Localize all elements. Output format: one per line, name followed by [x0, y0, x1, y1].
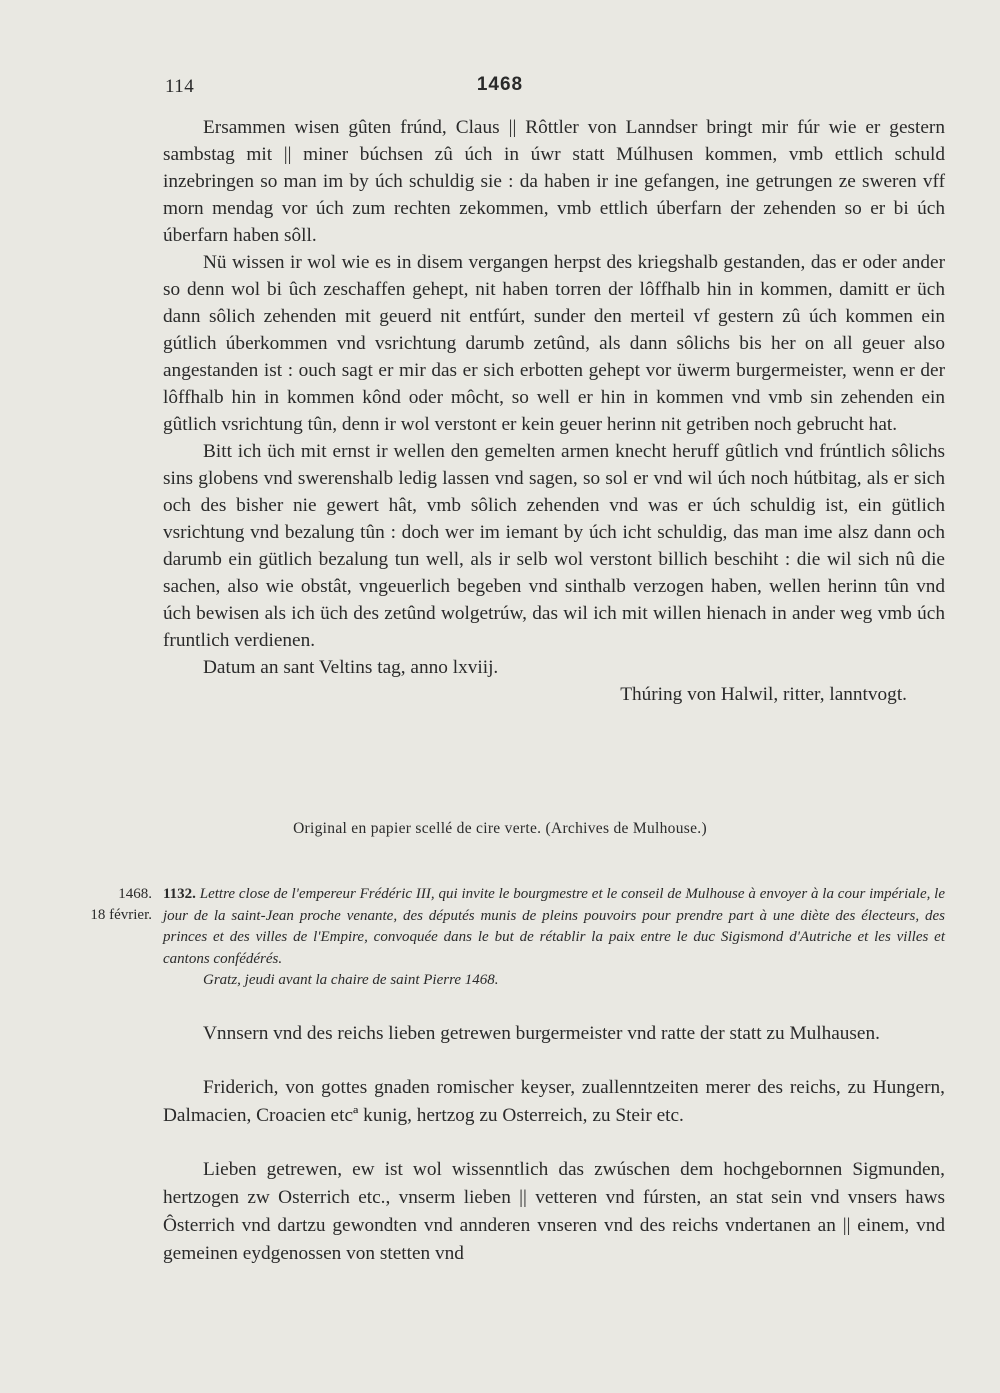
page-year-heading: 1468	[476, 74, 524, 95]
entry-summary: Lettre close de l'empereur Frédéric III, qui invite le bourgmestre et le conseil de Mulhouse à envoyer à la cour impériale, le jour de la saint-Jean proche venante, des députés munis de pleins pouvoirs pour prendre part à une diète des électeurs, des princes et des villes de l'Empire, convoquée dans le but de rétablir la paix entre le duc Sigismond d'Autriche et les villes et cantons confédérés.	[163, 886, 946, 967]
page-number: 114	[165, 76, 195, 97]
letter-signature: Thúring von Halwil, ritter, lanntvogt.	[620, 684, 907, 705]
letter-paragraph: Friderich, von gottes gnaden romischer keyser, zuallenntzeiten merer des reichs, zu Hungern, Dalmacien, Croacien etcª kunig, hertzog zu Osterreich, zu Steir etc.	[163, 1077, 945, 1126]
letter-paragraph: Vnnsern vnd des reichs lieben getrewen burgermeister vnd ratte der statt zu Mulhausen.	[203, 1023, 880, 1044]
letter-paragraph: Ersammen wisen gûten frúnd, Claus || Rôttler von Lanndser bringt mir fúr wie er gestern sambstag mit || miner búchsen zû úch in úwr statt Múlhusen kommen, vmb ettlich schuld inzebringen so man im by úch schuldig sie : da haben ir ine gefangen, ine getrungen ze sweren vff morn mendag vor úch zum rechten zekommen, vmb ettlich úberfarn der zehenden so er bi úch úberfarn haben sôll.	[163, 117, 945, 246]
margin-date	[86, 884, 152, 926]
letter-datum: Datum an sant Veltins tag, anno lxviij.	[203, 657, 499, 678]
entry-number: 1132.	[163, 886, 196, 902]
second-letter-body	[163, 1020, 945, 1294]
letter-body	[163, 114, 945, 708]
letter-paragraph: Nü wissen ir wol wie es in disem vergangen herpst des kriegshalb gestanden, das er oder ander so denn wol bi ûch zeschaffen gehept, nit haben torren der lôffhalb hin in kommen, damitt er üch dann sôlich zehenden mit geuerd nit entfúrt, sunder den merteil vf gestern zû úch kommen ein gútlich úberkommen vnd vsrichtung darumb zetûnd, als dann sôlichs bis her on all geuer also angestanden ist : ouch sagt er mir das er sich erbotten gehept vor üwerm burgermeister, wenn er der lôffhalb hin in kommen kônd oder môcht, so well er hin in kommen vnd vmb sin zehenden ein gûtlich vsrichtung tûn, denn ir wol verstont er kein geuer herinn nit getriben noch gebrucht hat.	[163, 252, 945, 435]
margin-day: 18 février.	[90, 907, 152, 923]
source-note: Original en papier scellé de cire verte. (Archives de Mulhouse.)	[293, 820, 707, 837]
margin-year: 1468.	[118, 886, 152, 902]
entry-regest	[163, 884, 945, 992]
letter-paragraph: Bitt ich üch mit ernst ir wellen den gemelten armen knecht heruff gûtlich vnd frúntlich sôlichs sins globens vnd swerenshalb ledig lassen vnd sagen, so sol er vnd wil úch noch hútbitag, als er sich och des bisher nie gewert hât, vmb sôlich zehenden vnd was er úch schuldig ist, ein gütlich vsrichtung vnd bezalung tûn : doch wer im iemant by úch icht schuldig, das man ime alsz dann och darumb ein gütlich bezalung tun well, als ir selb wol verstont billich beschiht : die wil sich nû die sachen, also wie obstât, vngeuerlich begeben vnd sinthalb verzogen haben, wellen herinn tûn vnd úch bewisen als ich üch des zetûnd wolgetrúw, das wil ich mit willen hienach in ander weg vmb úch fruntlich verdienen.	[163, 441, 945, 651]
entry-place-date: Gratz, jeudi avant la chaire de saint Pierre 1468.	[203, 972, 499, 988]
letter-paragraph: Lieben getrewen, ew ist wol wissenntlich das zwúschen dem hochgebornnen Sigmunden, hertzogen zw Osterrich etc., vnserm lieben || vetteren vnd fúrsten, an stat sein vnd vnsers haws Ôsterrich vnd dartzu gewondten vnd annderen vnseren vnd des reichs vndertanen an || einem, vnd gemeinen eydgenossen von stetten vnd	[163, 1159, 945, 1264]
